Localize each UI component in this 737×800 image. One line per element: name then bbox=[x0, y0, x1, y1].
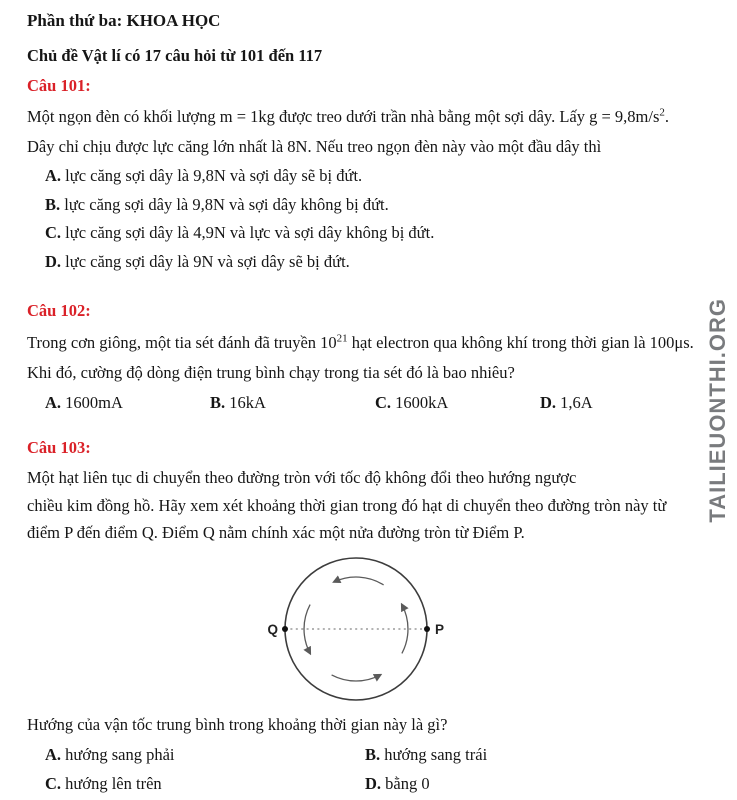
question-103-text-line3: điểm P đến điểm Q. Điểm Q nằm chính xác một nửa đường tròn từ Điểm P. bbox=[27, 523, 525, 542]
option-text: lực căng sợi dây là 9N và sợi dây sẽ bị đứt. bbox=[61, 251, 350, 271]
watermark-container bbox=[702, 289, 734, 531]
option-text: hướng lên trên bbox=[61, 773, 162, 793]
option-letter: D. bbox=[540, 393, 557, 412]
option-letter: B. bbox=[210, 393, 226, 412]
superscript: 21 bbox=[336, 332, 348, 345]
topic-title: Chủ đề Vật lí có 17 câu hỏi từ 101 đến 117 bbox=[27, 46, 323, 65]
option-text: hướng sang trái bbox=[380, 744, 488, 764]
question-103-option-c bbox=[45, 769, 365, 798]
question-101-number: Câu 101: bbox=[27, 76, 91, 95]
question-101-text-line1 bbox=[27, 102, 707, 132]
option-text: hướng sang phải bbox=[61, 744, 175, 764]
question-103 bbox=[27, 437, 707, 798]
option-text: 1600mA bbox=[61, 393, 123, 412]
question-102-text-end: hạt electron qua không khí trong thời gian là 100μs. bbox=[347, 333, 694, 352]
option-letter: B. bbox=[45, 194, 61, 214]
question-102 bbox=[27, 300, 707, 417]
option-letter: C. bbox=[45, 223, 62, 242]
question-103-option-a bbox=[45, 740, 365, 769]
question-102-option-a bbox=[45, 388, 210, 417]
question-102-option-d bbox=[540, 388, 705, 417]
question-103-option-b bbox=[365, 740, 707, 769]
option-text: lực căng sợi dây là 4,9N và lực và sợi dây không bị đứt. bbox=[61, 223, 435, 242]
question-101-text-line2: Dây chỉ chịu được lực căng lớn nhất là 8N. Nếu treo ngọn đèn này vào một đầu dây thì bbox=[27, 137, 602, 156]
question-102-text-line2: Khi đó, cường độ dòng điện trung bình chạy trong tia sét đó là bao nhiêu? bbox=[27, 363, 515, 382]
point-q-label: Q bbox=[267, 621, 278, 637]
superscript: 2 bbox=[659, 106, 665, 119]
point-p-dot bbox=[424, 626, 430, 632]
question-101 bbox=[27, 75, 707, 276]
option-letter: C. bbox=[45, 773, 62, 793]
part-title: Phần thứ ba: KHOA HỌC bbox=[27, 11, 221, 30]
question-102-text: Trong cơn giông, một tia sét đánh đã truyền 10 bbox=[27, 333, 337, 352]
arrow-top-counterclockwise bbox=[334, 576, 384, 584]
question-103-options bbox=[45, 740, 707, 798]
question-102-option-c bbox=[375, 388, 540, 417]
question-103-text-line1: Một hạt liên tục di chuyển theo đường tròn với tốc độ không đổi theo hướng ngược bbox=[27, 468, 577, 487]
option-text: lực căng sợi dây là 9,8N và sợi dây sẽ bị đứt. bbox=[61, 166, 363, 185]
option-text: bằng 0 bbox=[381, 773, 430, 793]
option-text: 1,6A bbox=[556, 393, 593, 412]
question-102-text-line1 bbox=[27, 328, 707, 358]
point-p-label: P bbox=[435, 621, 445, 637]
question-101-text-end: . bbox=[664, 107, 670, 126]
option-letter: A. bbox=[45, 744, 62, 764]
option-text: 1600kA bbox=[391, 393, 449, 412]
question-102-number: Câu 102: bbox=[27, 301, 91, 320]
point-q-dot bbox=[282, 626, 288, 632]
option-letter: A. bbox=[45, 166, 62, 185]
question-103-text-line2: chiều kim đồng hồ. Hãy xem xét khoảng thời gian trong đó hạt di chuyển theo đường tròn này từ bbox=[27, 495, 667, 515]
watermark-text: TAILIEUONTHI.ORG bbox=[705, 297, 730, 523]
question-102-options bbox=[45, 388, 707, 417]
option-text: 16kA bbox=[225, 393, 266, 412]
option-letter: D. bbox=[365, 773, 382, 793]
question-101-option-d bbox=[45, 248, 707, 277]
arrow-bottom-counterclockwise bbox=[332, 674, 381, 680]
circle-diagram-svg bbox=[249, 550, 463, 708]
question-103-prompt: Hướng của vận tốc trung bình trong khoảng thời gian này là gì? bbox=[27, 714, 448, 734]
question-101-option-a bbox=[45, 162, 707, 191]
question-102-option-b bbox=[210, 388, 375, 417]
question-101-option-b bbox=[45, 191, 707, 220]
option-letter: D. bbox=[45, 251, 62, 271]
question-101-option-c bbox=[45, 219, 707, 248]
option-text: lực căng sợi dây là 9,8N và sợi dây không bị đứt. bbox=[60, 194, 389, 214]
question-103-number: Câu 103: bbox=[27, 438, 91, 457]
option-letter: C. bbox=[375, 393, 392, 412]
option-letter: A. bbox=[45, 393, 62, 412]
option-letter: B. bbox=[365, 744, 381, 764]
question-101-text: Một ngọn đèn có khối lượng m = 1kg được treo dưới trần nhà bằng một sợi dây. Lấy g = 9,8m/s bbox=[27, 107, 660, 126]
question-103-option-d bbox=[365, 769, 707, 798]
circle-motion-diagram bbox=[249, 550, 463, 708]
